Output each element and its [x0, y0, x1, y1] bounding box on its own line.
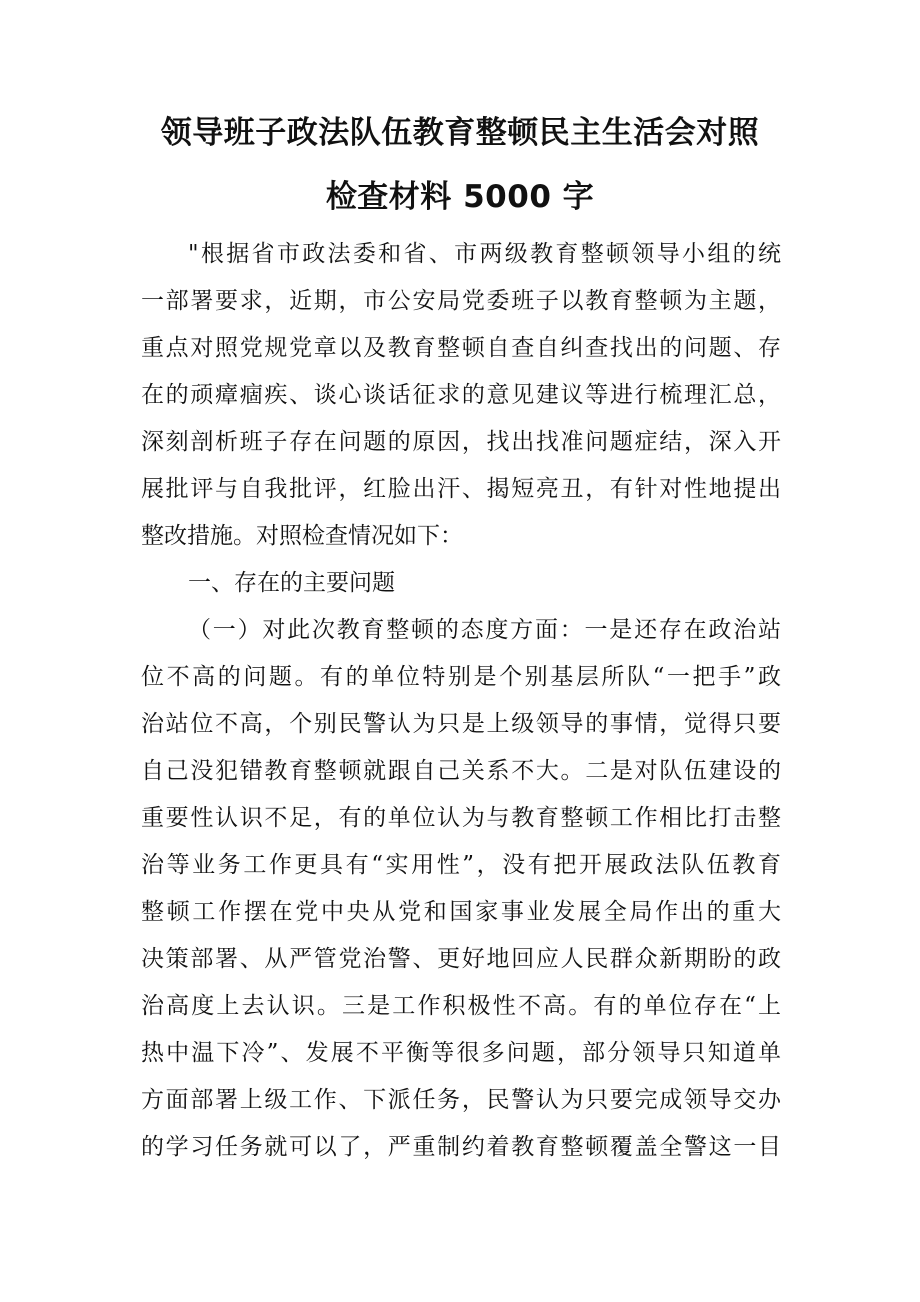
document-title-line-1: 领导班子政法队伍教育整顿民主生活会对照 — [160, 115, 760, 151]
body-line: 一部署要求，近期，市公安局党委班子以教育整顿为主题， — [141, 288, 781, 314]
body-line: "根据省市政法委和省、市两级教育整顿领导小组的统 — [188, 241, 781, 267]
document-body — [141, 231, 781, 1171]
document-title-line-2: 检查材料 5000 字 — [325, 179, 595, 215]
body-line: 重要性认识不足，有的单位认为与教育整顿工作相比打击整 — [141, 805, 781, 831]
body-line: 在的顽瘴痼疾、谈心谈话征求的意见建议等进行梳理汇总， — [141, 382, 781, 408]
body-line: 展批评与自我批评，红脸出汗、揭短亮丑，有针对性地提出 — [141, 476, 781, 502]
body-line: 治等业务工作更具有“实用性”，没有把开展政法队伍教育 — [141, 852, 781, 878]
body-line: 热中温下冷”、发展不平衡等很多问题，部分领导只知道单 — [141, 1040, 781, 1066]
body-line: 整顿工作摆在党中央从党和国家事业发展全局作出的重大 — [141, 899, 781, 925]
body-line: 位不高的问题。有的单位特别是个别基层所队“一把手”政 — [141, 664, 781, 690]
body-line: 治高度上去认识。三是工作积极性不高。有的单位存在“上 — [141, 993, 781, 1019]
body-line: 的学习任务就可以了，严重制约着教育整顿覆盖全警这一目 — [141, 1134, 781, 1160]
body-line: 方面部署上级工作、下派任务，民警认为只要完成领导交办 — [141, 1087, 781, 1113]
body-line: 决策部署、从严管党治警、更好地回应人民群众新期盼的政 — [141, 946, 781, 972]
body-line: 治站位不高，个别民警认为只是上级领导的事情，觉得只要 — [141, 711, 781, 737]
body-line: 重点对照党规党章以及教育整顿自查自纠查找出的问题、存 — [141, 335, 781, 361]
body-line: 深刻剖析班子存在问题的原因，找出找准问题症结，深入开 — [141, 429, 781, 455]
body-line: 整改措施。对照检查情况如下： — [141, 523, 463, 549]
body-line: （一）对此次教育整顿的态度方面：一是还存在政治站 — [188, 617, 781, 643]
section-heading: 一、存在的主要问题 — [188, 570, 395, 596]
body-line: 自己没犯错教育整顿就跟自己关系不大。二是对队伍建设的 — [141, 758, 781, 784]
